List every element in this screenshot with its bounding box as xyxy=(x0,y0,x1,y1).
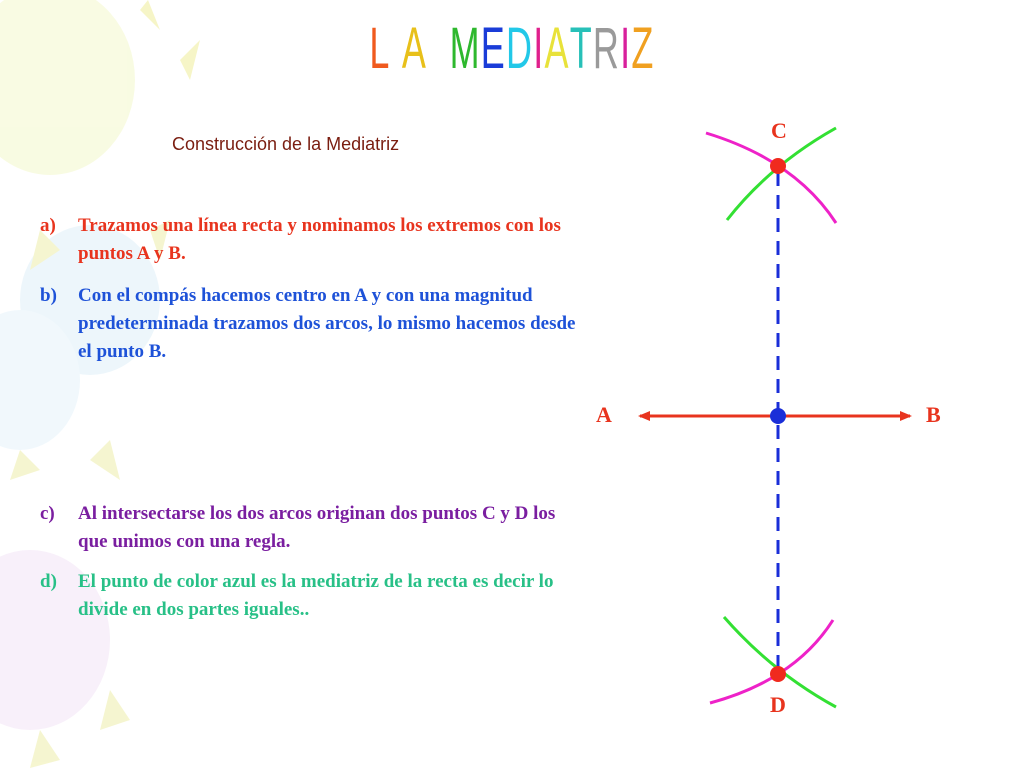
label-b: B xyxy=(926,402,941,427)
title-letter: A xyxy=(401,16,428,81)
title-letter: A xyxy=(544,16,570,81)
step-d-marker: d) xyxy=(40,571,57,592)
title-letter: M xyxy=(449,16,481,81)
title-letter xyxy=(438,20,449,78)
step-c-text: Al intersectarse los dos arcos originan dos puntos C y D los que unimos con una regla. xyxy=(78,503,556,552)
step-b-marker: b) xyxy=(40,285,57,306)
section-subtitle: Construcción de la Mediatriz xyxy=(172,134,400,154)
step-b xyxy=(40,282,585,366)
step-c-marker: c) xyxy=(40,503,55,524)
title-letter xyxy=(427,20,438,78)
title-letter: I xyxy=(533,16,545,81)
label-a: A xyxy=(596,402,612,427)
label-c: C xyxy=(771,118,787,143)
midpoint-dot xyxy=(770,408,786,424)
point-d xyxy=(770,666,786,682)
page-title xyxy=(195,16,830,81)
label-d: D xyxy=(770,692,786,717)
title-letter: I xyxy=(620,16,632,81)
point-c xyxy=(770,158,786,174)
title-letter: Z xyxy=(631,16,655,81)
title-letter: R xyxy=(592,16,621,81)
step-d xyxy=(40,568,585,624)
title-letter xyxy=(391,20,402,78)
perpendicular-bisector-diagram xyxy=(580,110,980,730)
step-a xyxy=(40,212,585,268)
arc-from-b-top xyxy=(706,133,836,223)
title-letter: L xyxy=(369,16,391,81)
step-d-text: El punto de color azul es la mediatriz de la recta es decir lo divide en dos partes iguales.. xyxy=(78,571,554,620)
step-b-text: Con el compás hacemos centro en A y con una magnitud predeterminada trazamos dos arcos, lo mismo hacemos desde el punto B. xyxy=(78,285,576,362)
step-c xyxy=(40,500,585,556)
title-letter: D xyxy=(506,16,534,81)
step-a-text: Trazamos una línea recta y nominamos los extremos con los puntos A y B. xyxy=(78,215,561,264)
step-a-marker: a) xyxy=(40,215,56,236)
title-letter: E xyxy=(480,16,507,81)
title-letter: T xyxy=(569,16,593,81)
